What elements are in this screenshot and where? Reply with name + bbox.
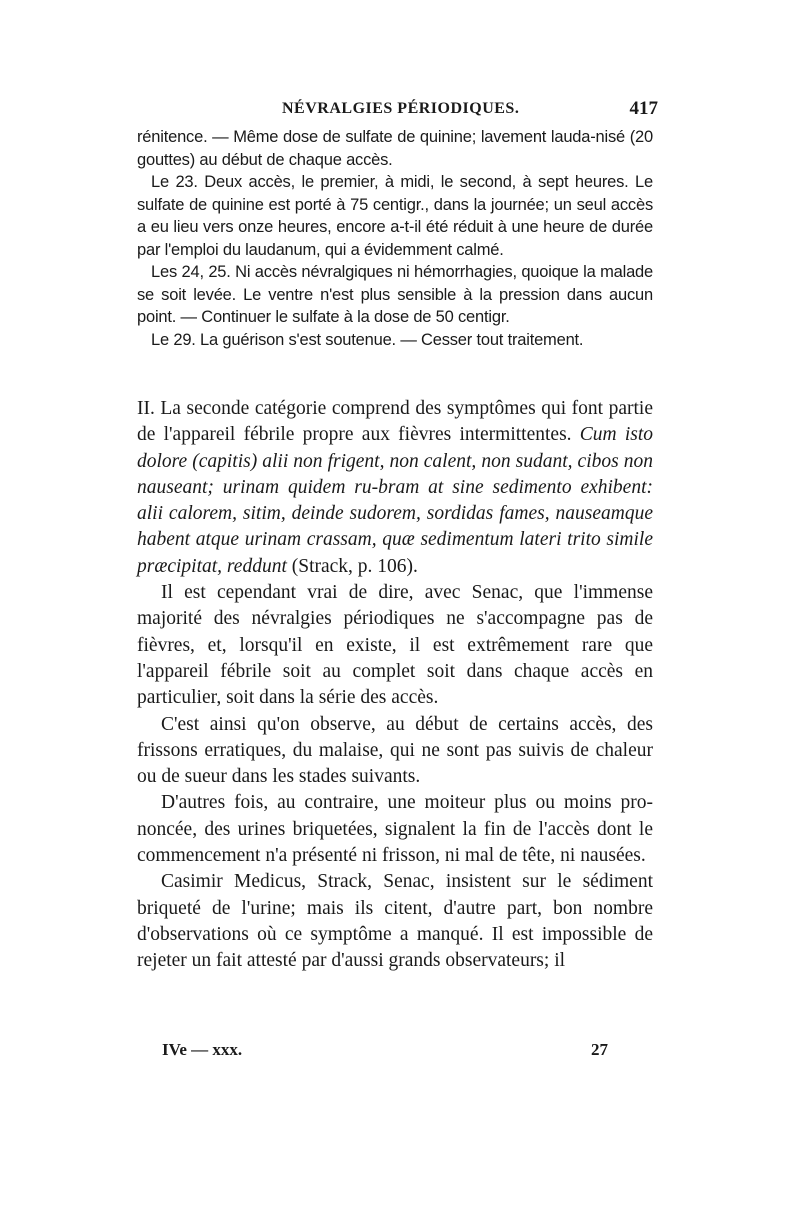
case-note: rénitence. — Même dose de sulfate de quinine; lavement lauda-nisé (20 gouttes) au début de chaque accès. [137,128,653,169]
case-notes [137,126,653,351]
section-two-intro: II. La seconde catégorie comprend des symptômes qui font partie de l'appareil fébrile propre aux fièvres intermittentes. [137,398,653,446]
running-header [138,98,658,122]
main-text [137,396,653,975]
body-paragraph: D'autres fois, au contraire, une moiteur plus ou moins pro-noncée, des urines briquetées, signalent la fin de l'accès dont le commencement n'a présenté ni frisson, ni mal de tête, ni nausées. [137,792,653,867]
running-title: NÉVRALGIES PÉRIODIQUES. [282,100,520,117]
case-note: Les 24, 25. Ni accès névralgiques ni hémorrhagies, quoique la malade se soit levée. Le ventre n'est plus sensible à la pression dans aucun point. — Continuer le sulfate à la dose de 50 centigr. [137,263,653,326]
signature-mark: IVe — xxx. [162,1040,243,1059]
quotation-source: (Strack, p. 106). [291,555,418,577]
page-footer [162,1040,608,1066]
latin-quotation: Cum isto dolore (capitis) alii non frigent, non calent, non sudant, cibos non nauseant; urinam quidem ru-bram at sine sedimento exhibent: alii calorem, sitim, deinde sudorem, sordidas fames, nauseamque habent atque urinam crassam, quæ sedimentum lateri trito simile præcipitat, reddunt [137,424,654,577]
page-number: 417 [629,98,658,119]
body-paragraph: C'est ainsi qu'on observe, au début de certains accès, des frissons erratiques, du malaise, qui ne sont pas suivis de chaleur ou de sueur dans les stades suivants. [137,713,653,788]
gathering-number: 27 [591,1040,608,1059]
case-note: Le 29. La guérison s'est soutenue. — Cesser tout traitement. [151,330,584,349]
section-two-paragraph [137,396,653,580]
body-paragraph: Il est cependant vrai de dire, avec Senac, que l'immense majorité des névralgies périodiques ne s'accompagne pas de fièvres, et, lorsqu'il en existe, il est extrêmement rare que l'appareil fébrile soit au complet soit dans chaque accès en particulier, soit dans la série des accès. [137,582,653,709]
case-note: Le 23. Deux accès, le premier, à midi, le second, à sept heures. Le sulfate de quinine est porté à 75 centigr., dans la journée; un seul accès a eu lieu vers onze heures, encore a-t-il été réduit à une heure de durée par l'emploi du laudanum, qui a évidemment calmé. [137,173,653,259]
body-paragraph: Casimir Medicus, Strack, Senac, insistent sur le sédiment briqueté de l'urine; mais ils citent, d'autre part, bon nombre d'observations où ce symptôme a manqué. Il est impossible de rejeter un fait attesté par d'aussi grands observateurs; il [137,871,653,972]
